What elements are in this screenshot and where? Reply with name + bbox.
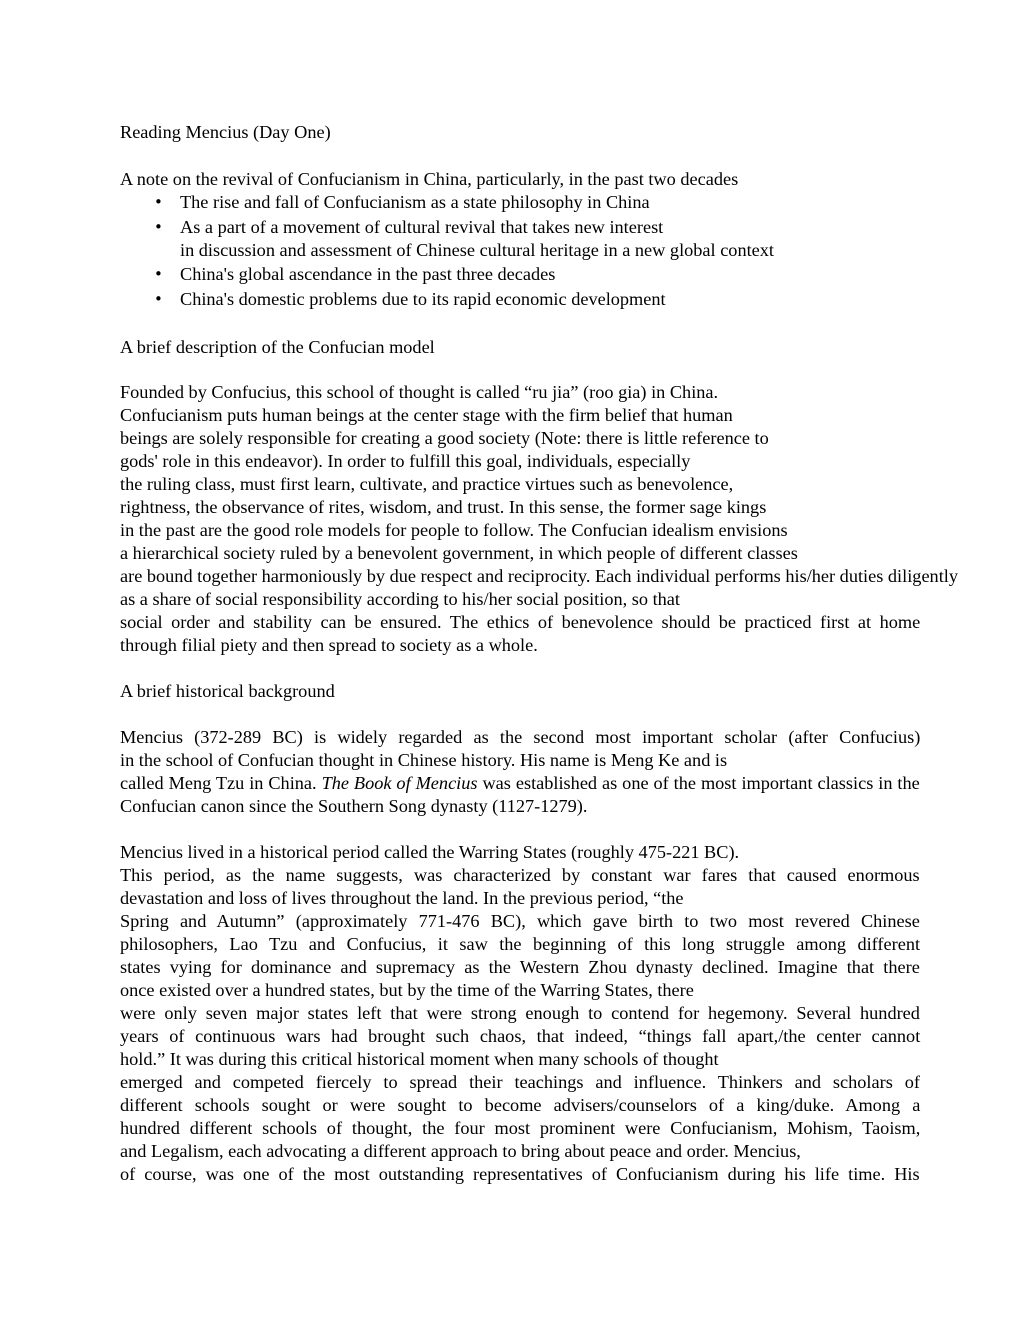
bullet-item: • China's domestic problems due to its rapid economic development (180, 288, 666, 311)
history-heading: A brief historical background (120, 681, 335, 701)
bullet-item-continuation: in discussion and assessment of Chinese cultural heritage in a new global context (180, 240, 774, 260)
book-title: The Book of Mencius (321, 773, 478, 793)
revival-heading: A note on the revival of Confucianism in China, particularly, in the past two decades (120, 169, 739, 189)
bullet-item: • As a part of a movement of cultural revival that takes new interest (180, 216, 663, 239)
model-heading: A brief description of the Confucian model (120, 337, 435, 357)
bullet-item: • The rise and fall of Confucianism as a state philosophy in China (180, 191, 650, 214)
bullet-item: • China's global ascendance in the past three decades (180, 263, 555, 286)
document-title: Reading Mencius (Day One) (120, 122, 331, 142)
